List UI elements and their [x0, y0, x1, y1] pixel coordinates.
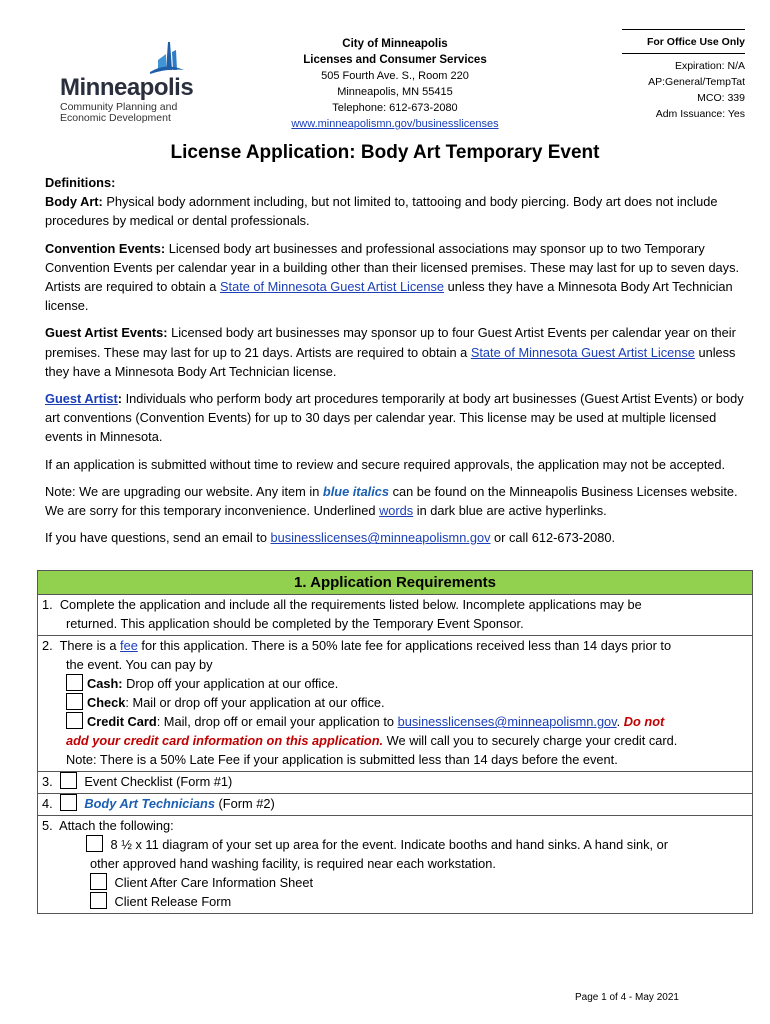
office-adm: Adm Issuance: Yes [655, 108, 745, 120]
note-text: Note: We are upgrading our website. Any item in [45, 483, 323, 499]
logo-wordmark: Minneapolis [60, 74, 194, 101]
def-colon: : [117, 391, 123, 407]
def-text: unless they have a Minnesota Body Art Technician license. [45, 279, 733, 314]
def-text: Individuals who perform body art procedures temporarily at body art businesses (Guest Artist Events) or body art conventions (Convention Events) for up to 30 days per calendar year. This license may be used at multiple licensed events in Minnesota. [45, 391, 744, 445]
pay-text: We will call you to securely charge your credit card. [383, 733, 678, 748]
agency-header [230, 36, 560, 132]
req-text: for this application. There is a 50% late fee for applications received less than 14 days prior to [137, 638, 672, 653]
req-row-3 [38, 772, 752, 794]
release-form-checkbox[interactable] [90, 892, 107, 909]
pay-text: Drop off your application at our office. [122, 676, 339, 691]
def-text: unless they have a Minnesota Body Art Technician license. [45, 344, 736, 379]
email-link[interactable]: businesslicenses@minneapolismn.gov [270, 530, 491, 546]
technicians-checkbox[interactable] [60, 794, 77, 811]
req-text: Complete the application and include all the requirements listed below. Incomplete applications may be [59, 597, 642, 612]
page-title: License Application: Body Art Temporary Event [170, 142, 600, 163]
cc-warning: Do not [623, 714, 665, 729]
req-text: There is a [59, 638, 121, 653]
attach-text: 8 ½ x 11 diagram of your set up area for the event. Indicate booths and hand sinks. A hand sink, or [107, 837, 669, 852]
submission-note: If an application is submitted without time to review and secure required approvals, the application may not be accepted. [45, 456, 726, 472]
def-guest-artist [45, 389, 745, 447]
req-row-2 [38, 636, 752, 772]
def-label: Guest Artist Events: [45, 325, 168, 341]
def-text: Licensed body art businesses and professional associations may sponsor up to two Temporary Convention Events per calendar year in a building other than their licensed premises. These may last for up to seven days. Artists are required to obtain a [45, 240, 740, 295]
cc-warning: add your credit card information on this application. [66, 733, 384, 748]
header-city-state: Minneapolis, MN 55415 [337, 86, 453, 98]
pay-text: : Mail, drop off or email your application to [156, 714, 398, 729]
def-body-art [45, 192, 745, 230]
def-convention [45, 239, 745, 316]
requirements-table [37, 570, 753, 914]
header-city: City of Minneapolis [342, 38, 448, 50]
guest-artist-license-link-2[interactable]: State of Minnesota Guest Artist License [470, 344, 695, 360]
header-dept: Licenses and Consumer Services [303, 54, 487, 66]
attach-text: Client Release Form [111, 894, 232, 909]
credit-card-checkbox[interactable] [66, 712, 83, 729]
def-text: Physical body adornment including, but not limited to, tattooing and body piercing. Body art does not include procedures by medical or dental professionals. [45, 194, 718, 229]
aftercare-checkbox[interactable] [90, 873, 107, 890]
office-use-title: For Office Use Only [622, 29, 745, 54]
pay-text: : Mail or drop off your application at our office. [125, 695, 385, 710]
note-text: in dark blue are active hyperlinks. [413, 503, 607, 519]
check-checkbox[interactable] [66, 693, 83, 710]
guest-artist-license-link[interactable]: State of Minnesota Guest Artist License [219, 279, 445, 295]
header-website-link[interactable]: www.minneapolismn.gov/businesslicenses [291, 118, 499, 130]
office-use-box [622, 29, 745, 122]
pay-label: Cash: [87, 676, 123, 691]
req-text: returned. This application should be completed by the Temporary Event Sponsor. [66, 616, 524, 631]
pay-label: Check [87, 695, 126, 710]
event-checklist-checkbox[interactable] [60, 772, 77, 789]
cped-logo [58, 40, 194, 130]
diagram-checkbox[interactable] [86, 835, 103, 852]
note-text: can be found on the Minneapolis Business Licenses website. We are sorry for this temporary inconvenience. Underlined [45, 483, 738, 519]
attach-text: Client After Care Information Sheet [111, 875, 314, 890]
pay-text: . [616, 714, 624, 729]
blue-italics-sample: blue italics [322, 483, 390, 499]
req-number: 4. [42, 796, 53, 811]
req-number: 2. [42, 638, 53, 653]
def-guest-events [45, 323, 745, 381]
def-label: Convention Events: [45, 240, 166, 256]
req-number: 3. [42, 774, 53, 789]
def-label: Body Art: [45, 194, 103, 210]
page-footer: Page 1 of 4 - May 2021 [575, 992, 679, 1003]
pay-label: Credit Card [87, 714, 157, 729]
q-text: If you have questions, send an email to [45, 530, 271, 546]
req-row-1 [38, 595, 752, 636]
q-text: or call 612-673-2080. [490, 530, 615, 546]
req-number: 1. [42, 597, 53, 612]
definitions-section [45, 173, 745, 547]
requirements-heading: 1. Application Requirements [38, 571, 752, 595]
req-text: Attach the following: [59, 818, 174, 833]
logo-subtitle [60, 102, 190, 124]
office-ap: AP:General/TempTat [648, 76, 745, 88]
guest-artist-link[interactable]: Guest Artist [45, 391, 118, 407]
cash-checkbox[interactable] [66, 674, 83, 691]
req-row-4 [38, 794, 752, 816]
logo-sub-line: Economic Development [60, 112, 171, 124]
header-phone: Telephone: 612-673-2080 [332, 102, 458, 114]
definitions-heading: Definitions: [45, 175, 116, 190]
technicians-form-label: Body Art Technicians [84, 796, 215, 811]
req-row-5 [38, 816, 752, 913]
cc-email-link[interactable]: businesslicenses@minneapolismn.gov [397, 714, 617, 729]
logo-sub-line: Community Planning and [60, 101, 178, 113]
attach-text: other approved hand washing facility, is required near each workstation. [90, 856, 496, 871]
req-text: the event. You can pay by [66, 657, 213, 672]
words-link[interactable]: words [379, 503, 414, 519]
questions-line [45, 528, 745, 547]
def-text: Licensed body art businesses may sponsor up to four Guest Artist Events per calendar year on their premises. These may last for up to 21 days. Artists are required to obtain a [45, 325, 736, 360]
website-note [45, 482, 745, 520]
late-fee-note: Note: There is a 50% Late Fee if your application is submitted less than 14 days before the event. [66, 752, 618, 767]
req-number: 5. [42, 818, 53, 833]
skyline-logo-icon [146, 40, 186, 78]
fee-link[interactable]: fee [120, 638, 138, 653]
header-address: 505 Fourth Ave. S., Room 220 [321, 70, 469, 82]
office-mco: MCO: 339 [697, 92, 745, 104]
req-text: (Form #2) [214, 796, 275, 811]
req-text: Event Checklist (Form #1) [84, 774, 233, 789]
office-expiration: Expiration: N/A [674, 60, 745, 72]
